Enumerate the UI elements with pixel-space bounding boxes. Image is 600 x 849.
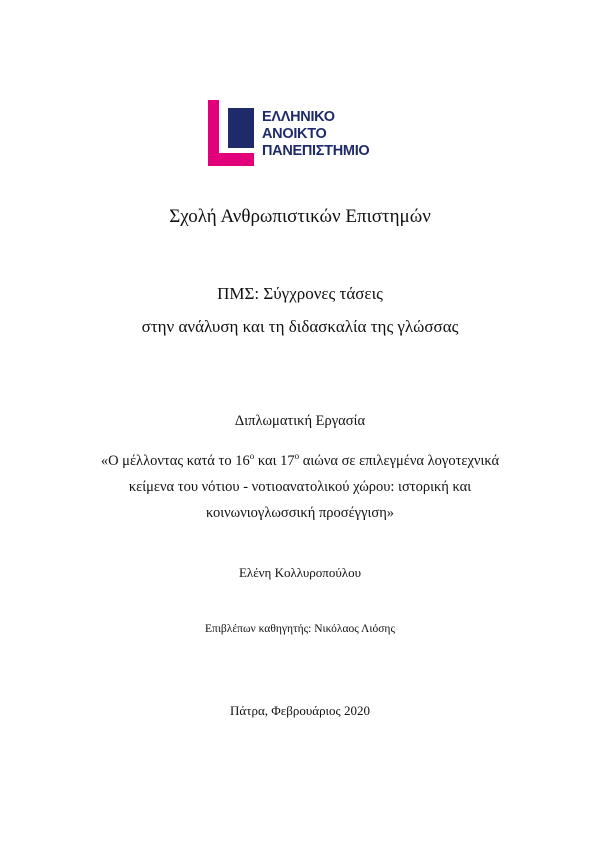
- logo-wordmark: [262, 109, 369, 160]
- thesis-title-line-2: κείμενα του νότιου - νοτιοανατολικού χώρου: ιστορική και: [128, 479, 472, 495]
- thesis-title-line-1: [0, 448, 600, 474]
- school-name: Σχολή Ανθρωπιστικών Επιστημών: [169, 206, 431, 227]
- logo-line-3: ΠΑΝΕΠΙΣΤΗΜΙΟ: [262, 143, 370, 159]
- logo-line-1: ΕΛΛΗΝΙΚΟ: [262, 109, 335, 125]
- program-line-2: στην ανάλυση και τη διδασκαλία της γλώσσας: [141, 317, 459, 336]
- thesis-title-part-c: αιώνα σε επιλεγμένα λογοτεχνικά: [299, 453, 500, 469]
- author-name: Ελένη Κολλυροπούλου: [238, 565, 362, 580]
- thesis-title-sup-2: ο: [294, 451, 300, 461]
- university-logo: [206, 98, 396, 170]
- thesis-title: [0, 448, 600, 526]
- thesis-title-part-b: και 17: [254, 453, 295, 469]
- thesis-title-part-a: «Ο μέλλοντας κατά το 16: [100, 453, 250, 469]
- program-line-1: ΠΜΣ: Σύγχρονες τάσεις: [217, 284, 383, 303]
- thesis-title-sup-1: ο: [249, 451, 255, 461]
- logo-emblem-icon: [206, 98, 262, 170]
- logo-line-2: ΑΝΟΙΚΤΟ: [262, 126, 327, 142]
- thesis-label: Διπλωματική Εργασία: [234, 413, 366, 429]
- place-date: Πάτρα, Φεβρουάριος 2020: [230, 703, 370, 718]
- thesis-title-line-3: κοινωνιογλωσσική προσέγγιση»: [205, 505, 395, 521]
- supervisor: Επιβλέπων καθηγητής: Νικόλαος Λιόσης: [204, 623, 395, 635]
